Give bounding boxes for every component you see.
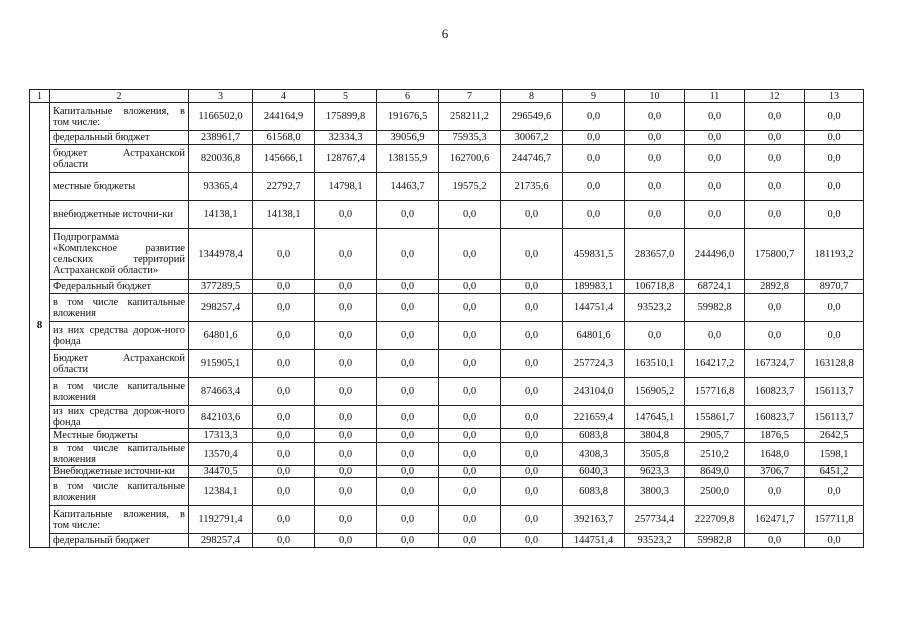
value-cell: 145666,1 <box>253 145 315 173</box>
value-cell: 162471,7 <box>745 506 805 534</box>
value-cell: 157711,8 <box>805 506 864 534</box>
value-cell: 0,0 <box>253 406 315 429</box>
value-cell: 0,0 <box>745 478 805 506</box>
row-label: Федеральный бюджет <box>50 280 189 294</box>
row-label: внебюджетные источни-ки <box>50 201 189 229</box>
value-cell: 175800,7 <box>745 229 805 280</box>
value-cell: 0,0 <box>377 406 439 429</box>
value-cell: 0,0 <box>439 229 501 280</box>
value-cell: 164217,2 <box>685 350 745 378</box>
value-cell: 0,0 <box>377 378 439 406</box>
row-label: в том числе капитальные вложения <box>50 478 189 506</box>
column-number-11: 11 <box>685 90 745 103</box>
page-number: 6 <box>441 26 449 41</box>
value-cell: 1648,0 <box>745 443 805 466</box>
value-cell: 0,0 <box>745 201 805 229</box>
value-cell: 14138,1 <box>189 201 253 229</box>
value-cell: 244496,0 <box>685 229 745 280</box>
value-cell: 61568,0 <box>253 131 315 145</box>
value-cell: 0,0 <box>745 173 805 201</box>
value-cell: 21735,6 <box>501 173 563 201</box>
value-cell: 221659,4 <box>563 406 625 429</box>
value-cell: 9623,3 <box>625 466 685 478</box>
value-cell: 0,0 <box>253 466 315 478</box>
value-cell: 0,0 <box>439 280 501 294</box>
value-cell: 0,0 <box>439 201 501 229</box>
value-cell: 17313,3 <box>189 429 253 443</box>
value-cell: 189983,1 <box>563 280 625 294</box>
value-cell: 0,0 <box>377 534 439 548</box>
value-cell: 156905,2 <box>625 378 685 406</box>
column-number-9: 9 <box>563 90 625 103</box>
value-cell: 0,0 <box>315 294 377 322</box>
row-label: бюджет Астраханской области <box>50 145 189 173</box>
value-cell: 0,0 <box>501 406 563 429</box>
table-row <box>30 378 864 406</box>
value-cell: 181193,2 <box>805 229 864 280</box>
value-cell: 2642,5 <box>805 429 864 443</box>
value-cell: 6083,8 <box>563 429 625 443</box>
value-cell: 0,0 <box>377 429 439 443</box>
value-cell: 3706,7 <box>745 466 805 478</box>
value-cell: 0,0 <box>377 478 439 506</box>
value-cell: 0,0 <box>377 294 439 322</box>
table-row <box>30 443 864 466</box>
column-number-1: 1 <box>30 90 50 103</box>
value-cell: 138155,9 <box>377 145 439 173</box>
value-cell: 296549,6 <box>501 103 563 131</box>
value-cell: 3804,8 <box>625 429 685 443</box>
value-cell: 0,0 <box>315 429 377 443</box>
value-cell: 64801,6 <box>189 322 253 350</box>
column-number-6: 6 <box>377 90 439 103</box>
value-cell: 3505,8 <box>625 443 685 466</box>
row-label: в том числе капитальные вложения <box>50 443 189 466</box>
value-cell: 392163,7 <box>563 506 625 534</box>
value-cell: 0,0 <box>805 201 864 229</box>
value-cell: 162700,6 <box>439 145 501 173</box>
row-label: Капитальные вложения, в том числе: <box>50 103 189 131</box>
value-cell: 0,0 <box>315 280 377 294</box>
value-cell: 156113,7 <box>805 406 864 429</box>
column-number-13: 13 <box>805 90 864 103</box>
value-cell: 2510,2 <box>685 443 745 466</box>
table-row <box>30 173 864 201</box>
value-cell: 0,0 <box>805 534 864 548</box>
row-label: федеральный бюджет <box>50 131 189 145</box>
value-cell: 0,0 <box>253 378 315 406</box>
value-cell: 0,0 <box>253 350 315 378</box>
row-label: из них средства дорож-ного фонда <box>50 322 189 350</box>
table-row <box>30 145 864 173</box>
value-cell: 0,0 <box>501 429 563 443</box>
value-cell: 19575,2 <box>439 173 501 201</box>
value-cell: 147645,1 <box>625 406 685 429</box>
value-cell: 160823,7 <box>745 406 805 429</box>
value-cell: 0,0 <box>805 322 864 350</box>
value-cell: 157716,8 <box>685 378 745 406</box>
value-cell: 0,0 <box>315 478 377 506</box>
value-cell: 0,0 <box>685 322 745 350</box>
value-cell: 6083,8 <box>563 478 625 506</box>
value-cell: 8970,7 <box>805 280 864 294</box>
table-row <box>30 131 864 145</box>
value-cell: 0,0 <box>439 506 501 534</box>
value-cell: 191676,5 <box>377 103 439 131</box>
table-row <box>30 201 864 229</box>
value-cell: 0,0 <box>625 131 685 145</box>
value-cell: 167324,7 <box>745 350 805 378</box>
value-cell: 0,0 <box>439 350 501 378</box>
row-label: в том числе капитальные вложения <box>50 294 189 322</box>
value-cell: 0,0 <box>625 145 685 173</box>
table-row <box>30 350 864 378</box>
value-cell: 0,0 <box>685 145 745 173</box>
table-row <box>30 478 864 506</box>
value-cell: 1598,1 <box>805 443 864 466</box>
table-row <box>30 406 864 429</box>
value-cell: 163510,1 <box>625 350 685 378</box>
value-cell: 377289,5 <box>189 280 253 294</box>
column-number-8: 8 <box>501 90 563 103</box>
value-cell: 59982,8 <box>685 294 745 322</box>
value-cell: 0,0 <box>501 506 563 534</box>
value-cell: 155861,7 <box>685 406 745 429</box>
value-cell: 14798,1 <box>315 173 377 201</box>
value-cell: 0,0 <box>745 131 805 145</box>
value-cell: 128767,4 <box>315 145 377 173</box>
value-cell: 0,0 <box>439 443 501 466</box>
value-cell: 0,0 <box>315 229 377 280</box>
column-number-3: 3 <box>189 90 253 103</box>
value-cell: 13570,4 <box>189 443 253 466</box>
value-cell: 6040,3 <box>563 466 625 478</box>
value-cell: 257724,3 <box>563 350 625 378</box>
table-row <box>30 229 864 280</box>
value-cell: 30067,2 <box>501 131 563 145</box>
value-cell: 64801,6 <box>563 322 625 350</box>
value-cell: 0,0 <box>805 131 864 145</box>
value-cell: 298257,4 <box>189 534 253 548</box>
row-label: в том числе капитальные вложения <box>50 378 189 406</box>
budget-table <box>29 89 864 548</box>
value-cell: 0,0 <box>563 131 625 145</box>
value-cell: 0,0 <box>563 103 625 131</box>
value-cell: 258211,2 <box>439 103 501 131</box>
value-cell: 0,0 <box>377 280 439 294</box>
value-cell: 0,0 <box>253 478 315 506</box>
value-cell: 0,0 <box>315 378 377 406</box>
row-label: Бюджет Астраханской области <box>50 350 189 378</box>
value-cell: 0,0 <box>501 350 563 378</box>
value-cell: 0,0 <box>805 173 864 201</box>
value-cell: 0,0 <box>439 534 501 548</box>
column-number-4: 4 <box>253 90 315 103</box>
value-cell: 874663,4 <box>189 378 253 406</box>
value-cell: 244746,7 <box>501 145 563 173</box>
row-label: из них средства дорож-ного фонда <box>50 406 189 429</box>
row-label: Капитальные вложения, в том числе: <box>50 506 189 534</box>
value-cell: 1166502,0 <box>189 103 253 131</box>
value-cell: 1192791,4 <box>189 506 253 534</box>
value-cell: 0,0 <box>315 443 377 466</box>
value-cell: 0,0 <box>377 443 439 466</box>
value-cell: 915905,1 <box>189 350 253 378</box>
value-cell: 0,0 <box>253 229 315 280</box>
value-cell: 0,0 <box>315 322 377 350</box>
value-cell: 0,0 <box>439 429 501 443</box>
value-cell: 0,0 <box>253 322 315 350</box>
value-cell: 93523,2 <box>625 294 685 322</box>
value-cell: 222709,8 <box>685 506 745 534</box>
table-row <box>30 294 864 322</box>
value-cell: 0,0 <box>805 145 864 173</box>
row-label: Подпрограмма «Комплексное развитие сельских территорий Астраханской области» <box>50 229 189 280</box>
value-cell: 0,0 <box>563 145 625 173</box>
value-cell: 0,0 <box>315 406 377 429</box>
value-cell: 2500,0 <box>685 478 745 506</box>
table-row <box>30 103 864 131</box>
value-cell: 0,0 <box>805 478 864 506</box>
value-cell: 0,0 <box>439 294 501 322</box>
value-cell: 0,0 <box>501 322 563 350</box>
value-cell: 257734,4 <box>625 506 685 534</box>
value-cell: 160823,7 <box>745 378 805 406</box>
value-cell: 0,0 <box>253 280 315 294</box>
value-cell: 283657,0 <box>625 229 685 280</box>
value-cell: 0,0 <box>439 466 501 478</box>
value-cell: 0,0 <box>253 534 315 548</box>
value-cell: 0,0 <box>439 322 501 350</box>
value-cell: 0,0 <box>501 378 563 406</box>
value-cell: 238961,7 <box>189 131 253 145</box>
value-cell: 0,0 <box>377 229 439 280</box>
row-label: Внебюджетные источни-ки <box>50 466 189 478</box>
value-cell: 0,0 <box>439 406 501 429</box>
value-cell: 39056,9 <box>377 131 439 145</box>
value-cell: 459831,5 <box>563 229 625 280</box>
column-number-5: 5 <box>315 90 377 103</box>
row-label: местные бюджеты <box>50 173 189 201</box>
value-cell: 0,0 <box>501 294 563 322</box>
value-cell: 0,0 <box>377 322 439 350</box>
value-cell: 12384,1 <box>189 478 253 506</box>
value-cell: 93365,4 <box>189 173 253 201</box>
value-cell: 298257,4 <box>189 294 253 322</box>
table-row <box>30 429 864 443</box>
table-row <box>30 466 864 478</box>
value-cell: 163128,8 <box>805 350 864 378</box>
value-cell: 0,0 <box>439 378 501 406</box>
column-number-10: 10 <box>625 90 685 103</box>
value-cell: 0,0 <box>315 506 377 534</box>
table-row <box>30 280 864 294</box>
value-cell: 0,0 <box>625 201 685 229</box>
value-cell: 0,0 <box>315 201 377 229</box>
value-cell: 144751,4 <box>563 534 625 548</box>
value-cell: 2905,7 <box>685 429 745 443</box>
value-cell: 0,0 <box>745 103 805 131</box>
value-cell: 0,0 <box>625 322 685 350</box>
value-cell: 0,0 <box>501 478 563 506</box>
value-cell: 32334,3 <box>315 131 377 145</box>
value-cell: 175899,8 <box>315 103 377 131</box>
table-row <box>30 506 864 534</box>
value-cell: 0,0 <box>501 534 563 548</box>
value-cell: 0,0 <box>315 534 377 548</box>
value-cell: 0,0 <box>501 229 563 280</box>
value-cell: 0,0 <box>625 173 685 201</box>
value-cell: 0,0 <box>685 201 745 229</box>
value-cell: 0,0 <box>253 506 315 534</box>
table-row <box>30 322 864 350</box>
value-cell: 0,0 <box>377 506 439 534</box>
value-cell: 0,0 <box>563 173 625 201</box>
value-cell: 0,0 <box>377 350 439 378</box>
value-cell: 14138,1 <box>253 201 315 229</box>
value-cell: 0,0 <box>685 173 745 201</box>
row-number-cell: 8 <box>30 103 50 548</box>
value-cell: 0,0 <box>563 201 625 229</box>
value-cell: 75935,3 <box>439 131 501 145</box>
value-cell: 22792,7 <box>253 173 315 201</box>
table-row <box>30 534 864 548</box>
value-cell: 3800,3 <box>625 478 685 506</box>
value-cell: 0,0 <box>501 443 563 466</box>
value-cell: 0,0 <box>745 145 805 173</box>
value-cell: 2892,8 <box>745 280 805 294</box>
value-cell: 0,0 <box>745 322 805 350</box>
value-cell: 0,0 <box>315 350 377 378</box>
value-cell: 1344978,4 <box>189 229 253 280</box>
value-cell: 0,0 <box>625 103 685 131</box>
value-cell: 8649,0 <box>685 466 745 478</box>
value-cell: 0,0 <box>253 429 315 443</box>
column-number-2: 2 <box>50 90 189 103</box>
value-cell: 0,0 <box>745 534 805 548</box>
value-cell: 0,0 <box>501 201 563 229</box>
value-cell: 0,0 <box>439 478 501 506</box>
value-cell: 0,0 <box>805 103 864 131</box>
value-cell: 0,0 <box>745 294 805 322</box>
row-label: федеральный бюджет <box>50 534 189 548</box>
value-cell: 0,0 <box>501 280 563 294</box>
column-number-row <box>30 90 864 103</box>
row-label: Местные бюджеты <box>50 429 189 443</box>
value-cell: 0,0 <box>315 466 377 478</box>
value-cell: 0,0 <box>685 103 745 131</box>
value-cell: 244164,9 <box>253 103 315 131</box>
value-cell: 0,0 <box>253 294 315 322</box>
value-cell: 0,0 <box>685 131 745 145</box>
value-cell: 93523,2 <box>625 534 685 548</box>
value-cell: 4308,3 <box>563 443 625 466</box>
value-cell: 820036,8 <box>189 145 253 173</box>
value-cell: 0,0 <box>377 466 439 478</box>
value-cell: 144751,4 <box>563 294 625 322</box>
value-cell: 0,0 <box>805 294 864 322</box>
value-cell: 106718,8 <box>625 280 685 294</box>
value-cell: 156113,7 <box>805 378 864 406</box>
column-number-12: 12 <box>745 90 805 103</box>
table-body <box>30 90 864 548</box>
value-cell: 842103,6 <box>189 406 253 429</box>
value-cell: 68724,1 <box>685 280 745 294</box>
value-cell: 0,0 <box>377 201 439 229</box>
value-cell: 1876,5 <box>745 429 805 443</box>
value-cell: 34470,5 <box>189 466 253 478</box>
column-number-7: 7 <box>439 90 501 103</box>
value-cell: 59982,8 <box>685 534 745 548</box>
value-cell: 14463,7 <box>377 173 439 201</box>
value-cell: 243104,0 <box>563 378 625 406</box>
value-cell: 0,0 <box>501 466 563 478</box>
value-cell: 0,0 <box>253 443 315 466</box>
value-cell: 6451,2 <box>805 466 864 478</box>
